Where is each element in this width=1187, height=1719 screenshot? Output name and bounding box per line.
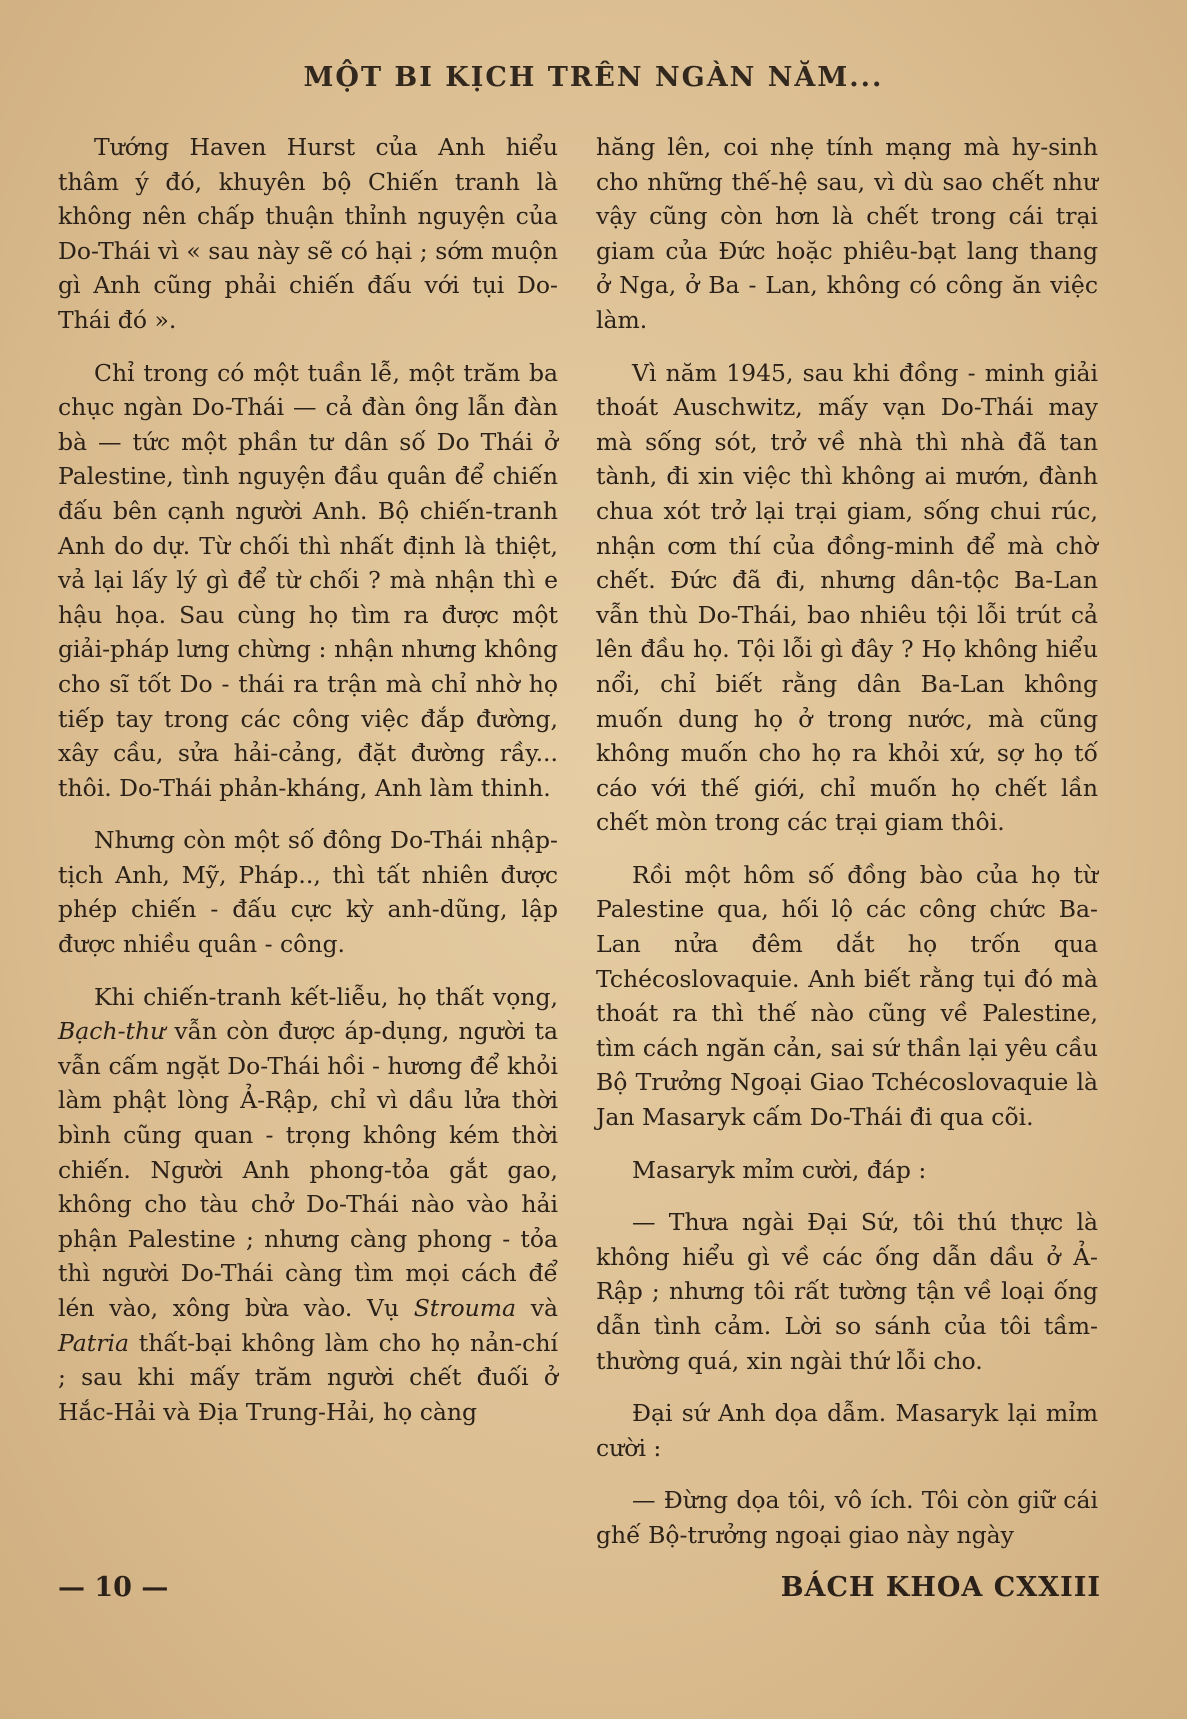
right-column (596, 130, 1098, 1571)
left-column (58, 130, 558, 1447)
paragraph: Nhưng còn một số đông Do-Thái nhập-tịch Anh, Mỹ, Pháp.., thì tất nhiên được phép chiến - đấu cực kỳ anh-dũng, lập được nhiều quân - công. (58, 826, 558, 959)
italic-ship-strouma: Strouma (413, 1294, 517, 1322)
paragraph: Vì năm 1945, sau khi đồng - minh giải thoát Auschwitz, mấy vạn Do-Thái may mà sống sót, trở về nhà thì nhà đã tan tành, đi xin việc thì không ai mướn, đành chua xót trở lại trại giam, sống chui rúc, nhận cơm thí của đồng-minh để mà chờ chết. Đức đã đi, nhưng dân-tộc Ba-Lan vẫn thù Do-Thái, bao nhiêu tội lỗi trút cả lên đầu họ. Tội lỗi gì đây ? Họ không hiểu nổi, chỉ biết rằng dân Ba-Lan không muốn dung họ ở trong nước, mà cũng không muốn cho họ ra khỏi xứ, sợ họ tố cáo với thế giới, chỉ muốn họ chết lần chết mòn trong các trại giam thôi. (596, 358, 1098, 837)
paragraph: Tướng Haven Hurst của Anh hiểu thâm ý đó, khuyên bộ Chiến tranh là không nên chấp thuận thỉnh nguyện của Do-Thái vì « sau này sẽ có hại ; sớm muộn gì Anh cũng phải chiến đấu với tụi Do-Thái đó ». (58, 133, 558, 334)
text-run: và (516, 1294, 558, 1322)
paragraph: Masaryk mỉm cười, đáp : (632, 1155, 927, 1184)
paragraph: Rồi một hôm số đồng bào của họ từ Palestine qua, hối lộ các công chức Ba-Lan nửa đêm dắt họ trốn qua Tchécoslovaquie. Anh biết rằng tụi đó mà thoát ra thì thế nào cũng về Palestine, tìm cách ngăn cản, sai sứ thần lại yêu cầu Bộ Trưởng Ngoại Giao Tchécoslovaquie là Jan Masaryk cấm Do-Thái đi qua cõi. (596, 860, 1098, 1132)
paragraph: — Đừng dọa tôi, vô ích. Tôi còn giữ cái ghế Bộ-trưởng ngoại giao này ngày (596, 1486, 1098, 1549)
paragraph (58, 980, 558, 1430)
magazine-issue: BÁCH KHOA CXXIII (780, 1572, 1101, 1603)
text-run: Khi chiến-tranh kết-liễu, họ thất vọng, (94, 982, 558, 1011)
text-run: vẫn còn được áp-dụng, người ta vẫn cấm ngặt Do-Thái hồi - hương để khỏi làm phật lòng Ả-Rập, chỉ vì dầu lửa thời bình cũng quan - trọng không kém thời chiến. Người Anh phong-tỏa gắt gao, không cho tàu chở Do-Thái nào vào hải phận Palestine ; nhưng càng phong - tỏa thì người Do-Thái càng tìm mọi cách để lén vào, xông bừa vào. Vụ (58, 1017, 558, 1322)
text-run: thất-bại không làm cho họ nản-chí ; sau khi mấy trăm người chết đuối ở Hắc-Hải và Địa Trung-Hải, họ càng (58, 1328, 558, 1426)
running-title: MỘT BI KỊCH TRÊN NGÀN NĂM... (303, 62, 884, 93)
italic-title-bach-thu: Bạch-thư (58, 1017, 166, 1046)
paragraph: — Thưa ngài Đại Sứ, tôi thú thực là không hiểu gì về các ống dẫn dầu ở Ả-Rập ; nhưng tôi rất tường tận về loại ống dẫn tình cảm. Lời so sánh của tôi tầm-thường quá, xin ngài thứ lỗi cho. (596, 1208, 1098, 1375)
paragraph: Chỉ trong có một tuần lễ, một trăm ba chục ngàn Do-Thái — cả đàn ông lẫn đàn bà — tức một phần tư dân số Do Thái ở Palestine, tình nguyện đầu quân để chiến đấu bên cạnh người Anh. Bộ chiến-tranh Anh do dự. Từ chối thì nhất định là thiệt, vả lại lấy lý gì để từ chối ? mà nhận thì e hậu họa. Sau cùng họ tìm ra được một giải-pháp lưng chừng : nhận nhưng không cho sĩ tốt Do - thái ra trận mà chỉ nhờ họ tiếp tay trong các công việc đắp đường, xây cầu, sửa hải-cảng, đặt đường rầy... thôi. Do-Thái phản-kháng, Anh làm thinh. (58, 358, 558, 802)
page-number: — 10 — (58, 1572, 169, 1603)
paragraph: hăng lên, coi nhẹ tính mạng mà hy-sinh cho những thế-hệ sau, vì dù sao chết như vậy cũng còn hơn là chết trong cái trại giam của Đức hoặc phiêu-bạt lang thang ở Nga, ở Ba - Lan, không có công ăn việc làm. (596, 133, 1098, 334)
paragraph: Đại sứ Anh dọa dẫm. Masaryk lại mỉm cười : (596, 1399, 1098, 1462)
italic-ship-patria: Patria (58, 1328, 129, 1357)
